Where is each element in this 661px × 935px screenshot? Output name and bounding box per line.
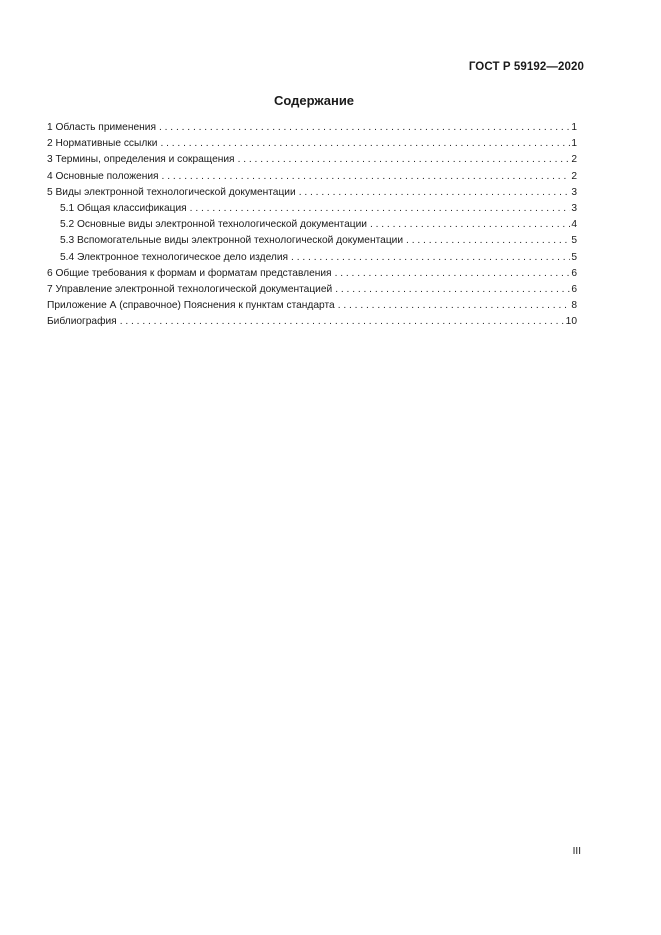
toc-entry-label: 6 Общие требования к формам и форматам представления — [47, 267, 332, 279]
document-number: ГОСТ Р 59192—2020 — [468, 61, 584, 73]
toc-entry-label: 5.2 Основные виды электронной технологической документации — [60, 219, 367, 231]
table-of-contents — [47, 120, 577, 330]
toc-entry[interactable] — [47, 152, 577, 168]
toc-entry[interactable] — [47, 314, 577, 330]
toc-entry[interactable] — [47, 282, 577, 298]
toc-entry-label: 4 Основные положения — [47, 170, 159, 182]
toc-entry-page: 3 — [571, 186, 577, 198]
toc-entry-page: 2 — [571, 154, 577, 166]
toc-leader-dots — [335, 282, 570, 298]
toc-entry-page: 2 — [571, 170, 577, 182]
toc-leader-dots — [406, 233, 570, 249]
toc-subentry[interactable] — [47, 250, 577, 266]
toc-entry-label: 7 Управление электронной технологической документацией — [47, 283, 333, 295]
toc-leader-dots — [238, 152, 571, 168]
toc-entry[interactable] — [47, 120, 577, 136]
toc-entry-page: 3 — [571, 202, 577, 214]
toc-entry-page: 5 — [571, 251, 577, 263]
toc-entry-label: 3 Термины, определения и сокращения — [47, 154, 235, 166]
toc-entry-label: Библиография — [47, 316, 117, 328]
toc-entry-label: 5 Виды электронной технологической документации — [47, 186, 296, 198]
toc-entry-label: 5.4 Электронное технологическое дело изделия — [60, 251, 289, 263]
toc-entry-page: 6 — [571, 283, 577, 295]
toc-subentry[interactable] — [47, 233, 577, 249]
toc-leader-dots — [291, 250, 570, 266]
toc-leader-dots — [160, 136, 570, 152]
toc-entry-page: 4 — [571, 219, 577, 231]
toc-entry-page: 8 — [571, 300, 577, 312]
toc-entry[interactable] — [47, 185, 577, 201]
toc-leader-dots — [370, 217, 570, 233]
page-number: III — [572, 846, 581, 857]
toc-leader-dots — [190, 201, 571, 217]
toc-leader-dots — [299, 185, 571, 201]
toc-title: Содержание — [273, 93, 355, 108]
toc-subentry[interactable] — [47, 201, 577, 217]
toc-entry-page: 10 — [565, 316, 577, 328]
toc-subentry[interactable] — [47, 217, 577, 233]
toc-entry-page: 1 — [571, 122, 577, 133]
toc-entry-page: 1 — [571, 138, 577, 150]
toc-entry[interactable] — [47, 266, 577, 282]
toc-entry-label: 5.1 Общая классификация — [60, 202, 187, 214]
toc-entry-page: 6 — [571, 267, 577, 279]
toc-leader-dots — [338, 298, 571, 314]
toc-leader-dots — [159, 120, 570, 136]
toc-entry-page: 5 — [571, 235, 577, 247]
toc-entry[interactable] — [47, 136, 577, 152]
toc-entry-label: Приложение А (справочное) Пояснения к пунктам стандарта — [47, 300, 335, 312]
toc-entry[interactable] — [47, 298, 577, 314]
toc-entry-label: 1 Область применения — [47, 122, 156, 133]
toc-leader-dots — [335, 266, 571, 282]
toc-entry[interactable] — [47, 169, 577, 185]
toc-leader-dots — [162, 169, 571, 185]
toc-entry-label: 5.3 Вспомогательные виды электронной технологической документации — [60, 235, 404, 247]
toc-entry-label: 2 Нормативные ссылки — [47, 138, 158, 150]
toc-leader-dots — [120, 314, 565, 330]
